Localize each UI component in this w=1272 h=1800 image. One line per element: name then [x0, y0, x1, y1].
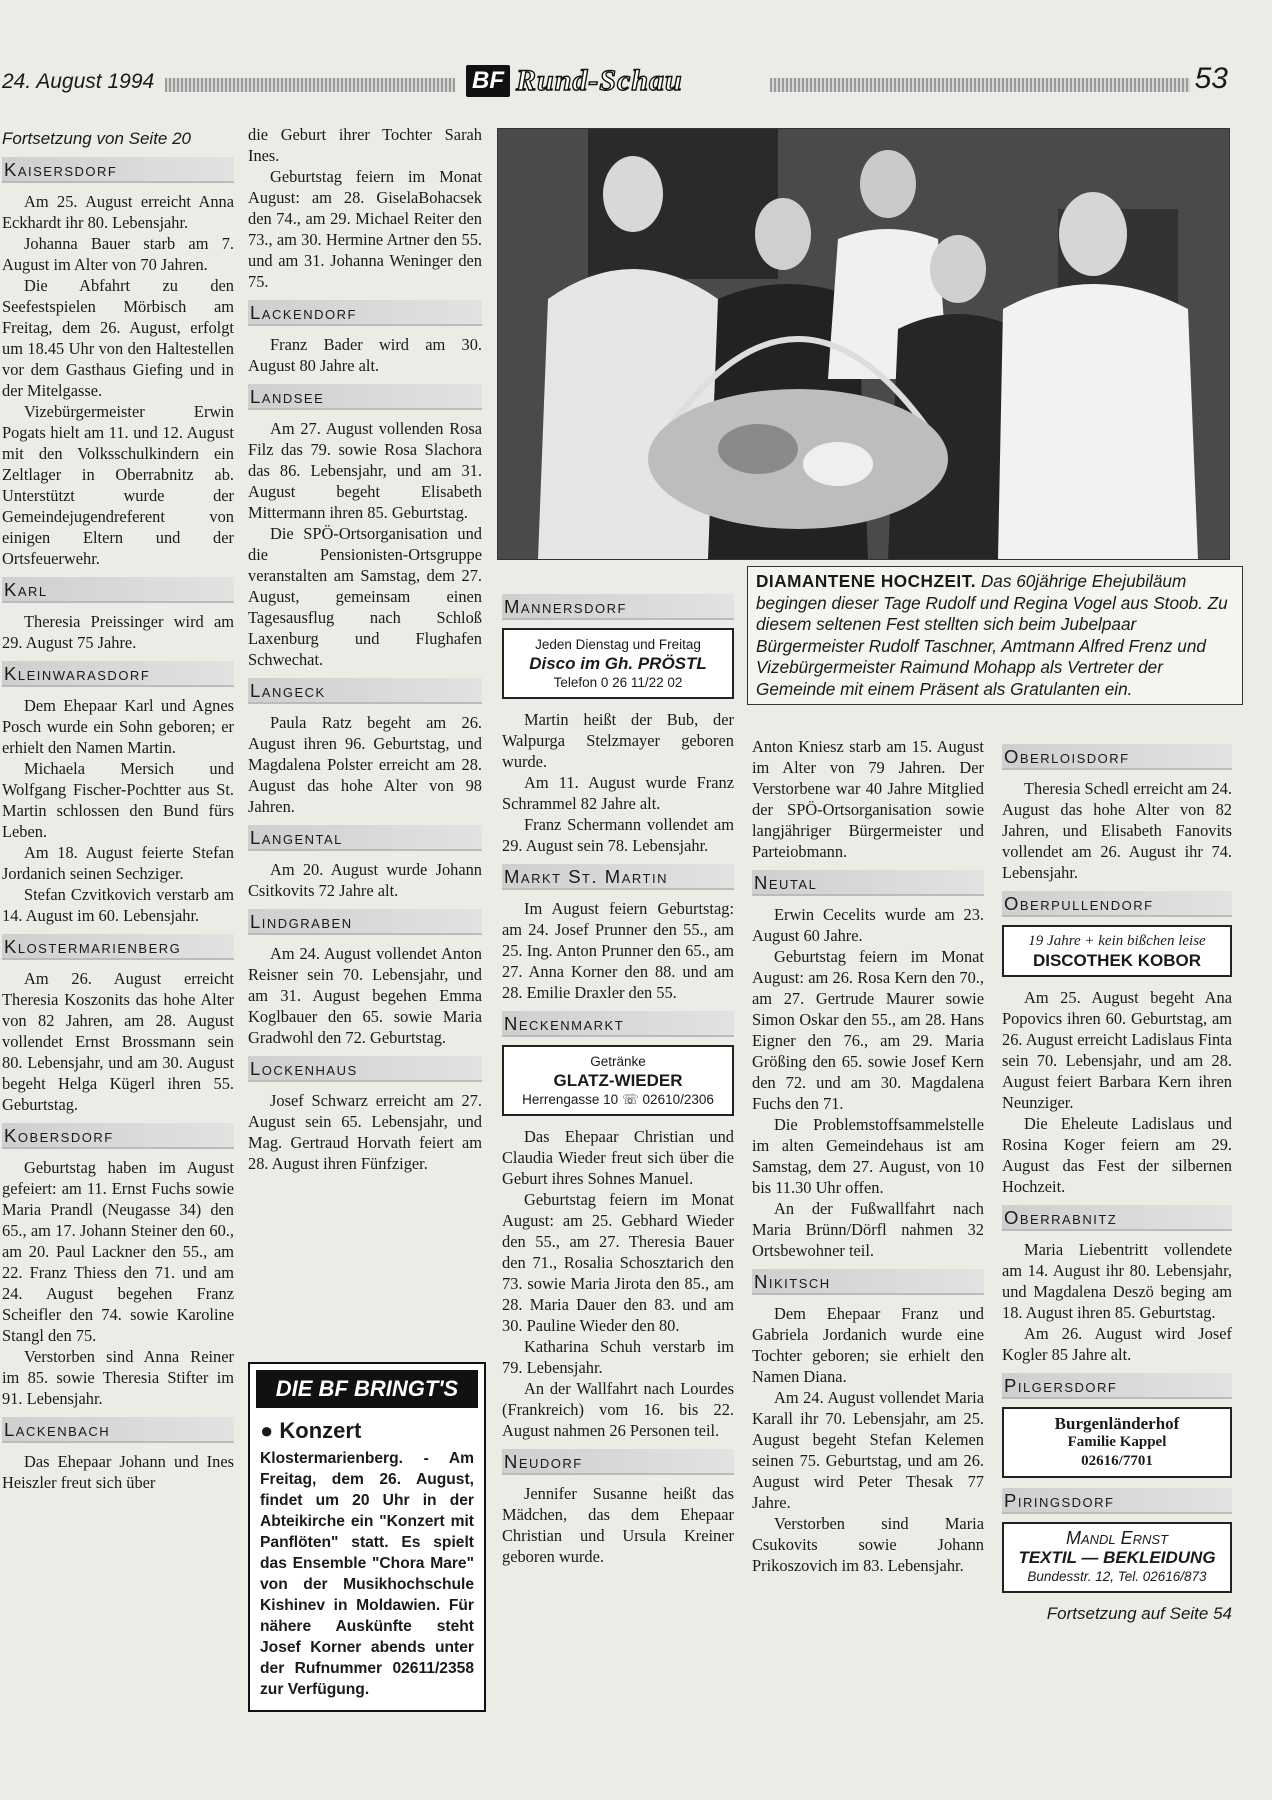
place-heading: Lackenbach	[2, 1417, 234, 1443]
article-paragraph: An der Fußwallfahrt nach Maria Brünn/Dörfl nahmen 32 Ortsbewohner teil.	[752, 1199, 984, 1260]
place-heading: Landsee	[248, 384, 482, 410]
column-1	[2, 124, 234, 1493]
article-paragraph: Katharina Schuh verstarb im 79. Lebensjahr.	[502, 1337, 734, 1377]
place-heading: Klostermarienberg	[2, 934, 234, 960]
article-paragraph: Geburtstag feiern im Monat August: am 25. Gebhard Wieder den 55., am 27. Theresia Bauer den 71., Rosalia Schosztarich den 73. sowie Maria Jirota den 85., am 28. Maria Dauer den 83. und am 30. Pauline Wieder den 80.	[502, 1190, 734, 1335]
article-paragraph: Geburtstag feiern im Monat August: am 28. GiselaBohacsek den 74., am 29. Michael Reiter den 73., am 30. Hermine Artner den 55. und am 31. Johanna Weninger den 75.	[248, 167, 482, 291]
article-paragraph: Johanna Bauer starb am 7. August im Alter von 70 Jahren.	[2, 234, 234, 274]
article-paragraph: Die Abfahrt zu den Seefestspielen Mörbisch am Freitag, dem 26. August, erfolgt um 18.45 Uhr von den Haltestellen vor dem Gasthaus Giefing und in der Mitelgasse.	[2, 276, 234, 400]
ad-line2: DISCOTHEK KOBOR	[1032, 951, 1202, 970]
photo-illustration	[498, 129, 1229, 559]
advertisement	[1002, 1522, 1232, 1593]
place-heading: Kaisersdorf	[2, 157, 234, 183]
article-paragraph: Dem Ehepaar Karl und Agnes Posch wurde ein Sohn geboren; er erhielt den Namen Martin.	[2, 696, 234, 757]
place-heading: Pilgersdorf	[1002, 1373, 1232, 1399]
article-paragraph: Anton Kniesz starb am 15. August im Alter von 79 Jahren. Der Verstorbene war 40 Jahre Mitglied der SPÖ-Ortsorganisation sowie langjähriger Bürgermeister und Parteiobmann.	[752, 737, 984, 861]
article-paragraph: Die SPÖ-Ortsorganisation und die Pensionisten-Ortsgruppe veranstalten am Samstag, dem 27. August, gemeinsam einen Tagesausflug nach Schloß Laxenburg und Flughafen Schwechat.	[248, 524, 482, 669]
column-4	[752, 736, 984, 1576]
article-paragraph: Vizebürgermeister Erwin Pogats hielt am 11. und 12. August mit den Volksschulkindern ein Zeltlager in Oberrabnitz ab. Unterstützt wurde der Gemeindejugendreferent von einigen Eltern und der Ortsfeuerwehr.	[2, 402, 234, 568]
article-paragraph: An der Wallfahrt nach Lourdes (Frankreich) vom 16. bis 22. August nahmen 26 Personen teil.	[502, 1379, 734, 1440]
ad-line3: Herrengasse 10 ☏ 02610/2306	[522, 1092, 714, 1107]
promo-kicker: ● Konzert	[260, 1418, 362, 1443]
advertisement	[1002, 1407, 1232, 1478]
place-heading: Nikitsch	[752, 1269, 984, 1295]
article-paragraph: Das Ehepaar Johann und Ines Heiszler freut sich über	[2, 1452, 234, 1492]
ad-line2: Disco im Gh. PRÖSTL	[529, 654, 707, 673]
place-heading: Langeck	[248, 678, 482, 704]
column-5	[1002, 736, 1232, 1630]
article-paragraph: Die Problemstoffsammelstelle im alten Gemeindehaus ist am Samstag, dem 27. August, von 10 bis 11.30 Uhr offen.	[752, 1115, 984, 1197]
article-paragraph: Im August feiern Geburtstag: am 24. Josef Prunner den 55., am 25. Ing. Anton Prunner den 65., am 27. Anna Korner den 88. und am 28. Emilie Draxler den 55.	[502, 899, 734, 1002]
ad-line3: Telefon 0 26 11/22 02	[553, 675, 683, 690]
article-paragraph: Am 20. August wurde Johann Csitkovits 72 Jahre alt.	[248, 860, 482, 900]
article-paragraph: Michaela Mersich und Wolfgang Fischer-Pochtter aus St. Martin schlossen den Bund fürs Leben.	[2, 759, 234, 841]
ad-line1: 19 Jahre + kein bißchen leise	[1028, 933, 1206, 949]
promo-text: Klostermarienberg. - Am Freitag, dem 26. August, findet um 20 Uhr in der Abteikirche ein "Konzert mit Panflöten" statt. Es spielt das Ensemble "Chora Mare" von der Musikhochschule Kishinev in Moldawien. Für nähere Auskünfte steht Josef Korner abends unter der Rufnummer 02611/2358 zur Verfügung.	[260, 1450, 474, 1698]
article-paragraph: Erwin Cecelits wurde am 23. August 60 Jahre.	[752, 905, 984, 945]
place-heading: Lockenhaus	[248, 1056, 482, 1082]
article-paragraph: Am 24. August vollendet Anton Reisner sein 70. Lebensjahr, und am 31. August begehen Emma Koglbauer den 65. sowie Maria Gradwohl den 72. Geburtstag.	[248, 944, 482, 1047]
article-paragraph: Stefan Czvitkovich verstarb am 14. August im 60. Lebensjahr.	[2, 885, 234, 925]
place-heading: Oberrabnitz	[1002, 1205, 1232, 1231]
masthead-logo	[466, 64, 683, 98]
bf-logo: BF	[466, 65, 510, 97]
article-paragraph: Geburtstag haben im August gefeiert: am 11. Ernst Fuchs sowie Maria Prandl (Neugasse 34) den 65., am 17. Johann Steiner den 60., am 20. Paul Lackner den 55., am 22. Franz Thiess den 71. und am 24. August begehen Franz Scheifler den 74. sowie Karoline Stangl den 75.	[2, 1158, 234, 1345]
article-paragraph: Am 26. August erreicht Theresia Koszonits das hohe Alter von 82 Jahren, am 28. August vollendet Ernst Brossmann sein 80. Lebensjahr, und am 30. August begeht Helga Kügerl ihren 55. Geburtstag.	[2, 969, 234, 1114]
article-paragraph: Am 25. August begeht Ana Popovics ihren 60. Geburtstag, am 26. August erreicht Ladislaus Finta sein 70. Lebensjahr, und am 28. August feiert Barbara Kern ihren Neunziger.	[1002, 988, 1232, 1112]
article-paragraph: Josef Schwarz erreicht am 27. August sein 65. Lebensjahr, und Mag. Gertraud Horvath feiert am 28. August ihren Fünfziger.	[248, 1091, 482, 1173]
advertisement	[1002, 925, 1232, 977]
promo-title: DIE BF BRINGT'S	[256, 1370, 478, 1408]
article-paragraph: Martin heißt der Bub, der Walpurga Stelzmayer geboren wurde.	[502, 710, 734, 771]
article-paragraph: Geburtstag feiern im Monat August: am 26. Rosa Kern den 70., am 27. Gertrude Maurer sowie Simon Oskar den 55., am 28. Hans Eigner den 76., am 29. Maria Größing den 65. sowie Josef Kern den 72. und am 30. Magdalena Fuchs den 71.	[752, 947, 984, 1113]
place-heading: Lindgraben	[248, 909, 482, 935]
issue-date: 24. August 1994	[2, 70, 155, 93]
article-paragraph: die Geburt ihrer Tochter Sarah Ines.	[248, 125, 482, 165]
place-heading: Kobersdorf	[2, 1123, 234, 1149]
article-paragraph: Franz Schermann vollendet am 29. August sein 78. Lebensjahr.	[502, 815, 734, 855]
ad-line3: Bundesstr. 12, Tel. 02616/873	[1027, 1569, 1207, 1584]
column-3	[502, 586, 734, 1567]
article-paragraph: Paula Ratz begeht am 26. August ihren 96. Geburtstag, und Magdalena Polster erreicht am 28. August das hohe Alter von 98 Jahren.	[248, 713, 482, 816]
article-paragraph: Theresia Schedl erreicht am 24. August das hohe Alter von 82 Jahren, und Elisabeth Fanovits vollendet am 26. August ihr 74. Lebensjahr.	[1002, 779, 1232, 882]
page-header	[0, 62, 1272, 104]
article-paragraph: Verstorben sind Anna Reiner im 85. sowie Theresia Stifter im 91. Lebensjahr.	[2, 1347, 234, 1408]
article-paragraph: Franz Bader wird am 30. August 80 Jahre alt.	[248, 335, 482, 375]
ad-line2: TEXTIL — BEKLEIDUNG	[1018, 1548, 1216, 1567]
place-heading: Karl	[2, 577, 234, 603]
article-paragraph: Dem Ehepaar Franz und Gabriela Jordanich wurde eine Tochter geboren; sie erhielt den Namen Diana.	[752, 1304, 984, 1386]
continued-to: Fortsetzung auf Seite 54	[1046, 1604, 1232, 1623]
rund-schau-title: Rund-Schau	[516, 64, 683, 97]
ad-line3: 02616/7701	[1081, 1453, 1153, 1469]
photo-diamond-wedding	[497, 128, 1230, 560]
advertisement	[502, 1045, 734, 1116]
photo-caption	[747, 566, 1243, 705]
place-heading: Neckenmarkt	[502, 1011, 734, 1037]
place-heading: Kleinwarasdorf	[2, 661, 234, 687]
ad-line2: Familie Kappel	[1067, 1434, 1167, 1450]
article-paragraph: Maria Liebentritt vollendete am 14. August ihr 80. Lebensjahr, und Magdalena Deszö beging am 18. August ihren 85. Geburtstag.	[1002, 1240, 1232, 1322]
place-heading: Oberloisdorf	[1002, 744, 1232, 770]
place-heading: Neutal	[752, 870, 984, 896]
article-paragraph: Jennifer Susanne heißt das Mädchen, das dem Ehepaar Christian und Ursula Kreiner geboren wurde.	[502, 1484, 734, 1566]
place-heading: Mannersdorf	[502, 594, 734, 620]
page-number: 53	[1194, 62, 1228, 95]
header-rule-left	[165, 78, 455, 92]
caption-text: Das 60jährige Ehejubiläum begingen dieser Tage Rudolf und Regina Vogel aus Stoob. Zu diesem seltenen Fest stellten sich beim Jubelpaar Bürgermeister Rudolf Taschner, Amtmann Alfred Frenz und Vizebürgermeister Raimund Mohapp als Vertreter der Gemeinde mit einem Präsent als Gratulanten ein.	[756, 571, 1228, 699]
article-paragraph: Am 26. August wird Josef Kogler 85 Jahre alt.	[1002, 1324, 1232, 1364]
header-rule-right	[770, 78, 1190, 92]
article-paragraph: Die Eheleute Ladislaus und Rosina Koger feiern am 29. August das Fest der silbernen Hochzeit.	[1002, 1114, 1232, 1196]
ad-line2: GLATZ-WIEDER	[553, 1071, 683, 1090]
article-paragraph: Am 18. August feierte Stefan Jordanich seinen Sechziger.	[2, 843, 234, 883]
ad-line1: Getränke	[590, 1054, 646, 1069]
article-paragraph: Das Ehepaar Christian und Claudia Wieder freut sich über die Geburt ihres Sohnes Manuel.	[502, 1127, 734, 1188]
caption-title: DIAMANTENE HOCHZEIT.	[756, 571, 977, 591]
article-paragraph: Am 27. August vollenden Rosa Filz das 79. sowie Rosa Slachora das 86. Lebensjahr, und am 31. August begeht Elisabeth Mittermann ihren 85. Geburtstag.	[248, 419, 482, 522]
advertisement	[502, 628, 734, 699]
article-paragraph: Am 11. August wurde Franz Schrammel 82 Jahre alt.	[502, 773, 734, 813]
place-heading: Oberpullendorf	[1002, 891, 1232, 917]
place-heading: Markt St. Martin	[502, 864, 734, 890]
column-2	[248, 124, 482, 1174]
place-heading: Lackendorf	[248, 300, 482, 326]
continued-from: Fortsetzung von Seite 20	[2, 129, 192, 148]
article-paragraph: Theresia Preissinger wird am 29. August 75 Jahre.	[2, 612, 234, 652]
place-heading: Piringsdorf	[1002, 1488, 1232, 1514]
place-heading: Langental	[248, 825, 482, 851]
article-paragraph: Verstorben sind Maria Csukovits sowie Johann Prikoszovich im 83. Lebensjahr.	[752, 1514, 984, 1575]
bf-bringts-box	[248, 1362, 486, 1712]
article-paragraph: Am 24. August vollendet Maria Karall ihr 70. Lebensjahr, am 25. August begeht Stefan Kelemen seinen 75. Geburtstag, und am 26. August wird Peter Thesak 77 Jahre.	[752, 1388, 984, 1512]
ad-line1: Mandl Ernst	[1065, 1528, 1169, 1548]
article-paragraph: Am 25. August erreicht Anna Eckhardt ihr 80. Lebensjahr.	[2, 192, 234, 232]
place-heading: Neudorf	[502, 1449, 734, 1475]
ad-line1: Burgenländerhof	[1054, 1414, 1180, 1433]
ad-line1: Jeden Dienstag und Freitag	[535, 637, 701, 652]
